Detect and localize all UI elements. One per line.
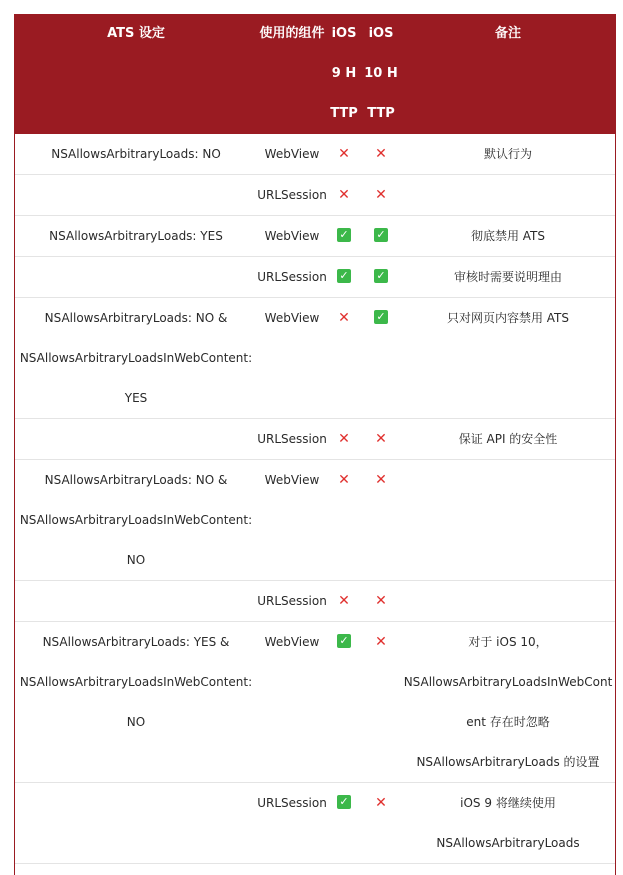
cell-ats-setting [15, 581, 257, 622]
table-row [15, 216, 615, 257]
white-check-mark-icon: ✓ [374, 228, 388, 242]
cell-component: WebView [257, 134, 327, 175]
cell-ios9 [327, 257, 361, 298]
cell-note: 彻底禁用 ATS [401, 216, 615, 257]
cell-component: URLSession [257, 783, 327, 864]
cross-mark-icon: ✕ [375, 187, 387, 203]
cell-ios10 [361, 298, 401, 419]
cell-note: 对于 iOS 10，NSAllowsArbitraryLoadsInWebContent 存在时忽略 NSAllowsArbitraryLoads 的设置 [401, 622, 615, 783]
cell-note: iOS 9 将继续使用 NSAllowsArbitraryLoads [401, 783, 615, 864]
cell-ios9 [327, 581, 361, 622]
cell-ats-setting: NSAllowsArbitraryLoads: YES [15, 216, 257, 257]
cell-ios10 [361, 581, 401, 622]
cell-ios9 [327, 460, 361, 581]
cross-mark-icon: ✕ [375, 472, 387, 488]
cell-component: WebView [257, 460, 327, 581]
cross-mark-icon: ✕ [375, 634, 387, 650]
cross-mark-icon: ✕ [338, 310, 350, 326]
header-note: 备注 [401, 14, 615, 134]
table-row [15, 460, 615, 581]
cell-ios9 [327, 783, 361, 864]
cell-component: WebView [257, 216, 327, 257]
white-check-mark-icon: ✓ [337, 228, 351, 242]
header-row [15, 14, 615, 134]
cell-ios9 [327, 622, 361, 783]
table-row [15, 134, 615, 175]
cross-mark-icon: ✕ [375, 795, 387, 811]
cell-ios10 [361, 622, 401, 783]
cell-note: 保证 API 的安全性 [401, 419, 615, 460]
cell-ios9 [327, 216, 361, 257]
header-ios10-http: iOS 10 HTTP [361, 14, 401, 134]
table-body [15, 134, 615, 864]
cell-note: 默认行为 [401, 134, 615, 175]
cell-ats-setting: NSAllowsArbitraryLoads: YES & NSAllowsArbitraryLoadsInWebContent: NO [15, 622, 257, 783]
cell-ios9 [327, 134, 361, 175]
cell-ios10 [361, 134, 401, 175]
table-row [15, 622, 615, 783]
cross-mark-icon: ✕ [338, 593, 350, 609]
cross-mark-icon: ✕ [375, 593, 387, 609]
cell-component: URLSession [257, 257, 327, 298]
cell-note: 只对网页内容禁用 ATS [401, 298, 615, 419]
cell-ios10 [361, 783, 401, 864]
ats-table-container [14, 14, 616, 875]
cell-ats-setting: NSAllowsArbitraryLoads: NO [15, 134, 257, 175]
white-check-mark-icon: ✓ [374, 269, 388, 283]
cell-ios9 [327, 175, 361, 216]
cross-mark-icon: ✕ [338, 431, 350, 447]
table-row [15, 419, 615, 460]
cell-ios9 [327, 298, 361, 419]
cell-component: URLSession [257, 581, 327, 622]
table-row [15, 298, 615, 419]
table-header [15, 14, 615, 134]
white-check-mark-icon: ✓ [374, 310, 388, 324]
cell-ats-setting [15, 257, 257, 298]
cross-mark-icon: ✕ [375, 431, 387, 447]
cell-note [401, 460, 615, 581]
white-check-mark-icon: ✓ [337, 795, 351, 809]
cross-mark-icon: ✕ [338, 187, 350, 203]
ats-settings-table [15, 14, 615, 864]
cell-ats-setting [15, 783, 257, 864]
cell-note [401, 581, 615, 622]
cell-ios10 [361, 216, 401, 257]
cell-ios10 [361, 460, 401, 581]
cell-component: URLSession [257, 175, 327, 216]
table-row [15, 257, 615, 298]
white-check-mark-icon: ✓ [337, 269, 351, 283]
table-row [15, 783, 615, 864]
header-ats-setting: ATS 设定 [15, 14, 257, 134]
cross-mark-icon: ✕ [338, 472, 350, 488]
cell-ats-setting [15, 419, 257, 460]
cross-mark-icon: ✕ [375, 146, 387, 162]
cell-component: WebView [257, 622, 327, 783]
table-row [15, 175, 615, 216]
white-check-mark-icon: ✓ [337, 634, 351, 648]
header-component: 使用的组件 [257, 14, 327, 134]
cell-ios9 [327, 419, 361, 460]
cell-note [401, 175, 615, 216]
cell-ats-setting: NSAllowsArbitraryLoads: NO & NSAllowsArbitraryLoadsInWebContent: YES [15, 298, 257, 419]
cell-ios10 [361, 257, 401, 298]
cell-ats-setting [15, 175, 257, 216]
cell-ios10 [361, 175, 401, 216]
cross-mark-icon: ✕ [338, 146, 350, 162]
table-row [15, 581, 615, 622]
cell-component: URLSession [257, 419, 327, 460]
header-ios9-http: iOS 9 HTTP [327, 14, 361, 134]
cell-note: 审核时需要说明理由 [401, 257, 615, 298]
cell-component: WebView [257, 298, 327, 419]
cell-ios10 [361, 419, 401, 460]
cell-ats-setting: NSAllowsArbitraryLoads: NO & NSAllowsArbitraryLoadsInWebContent: NO [15, 460, 257, 581]
